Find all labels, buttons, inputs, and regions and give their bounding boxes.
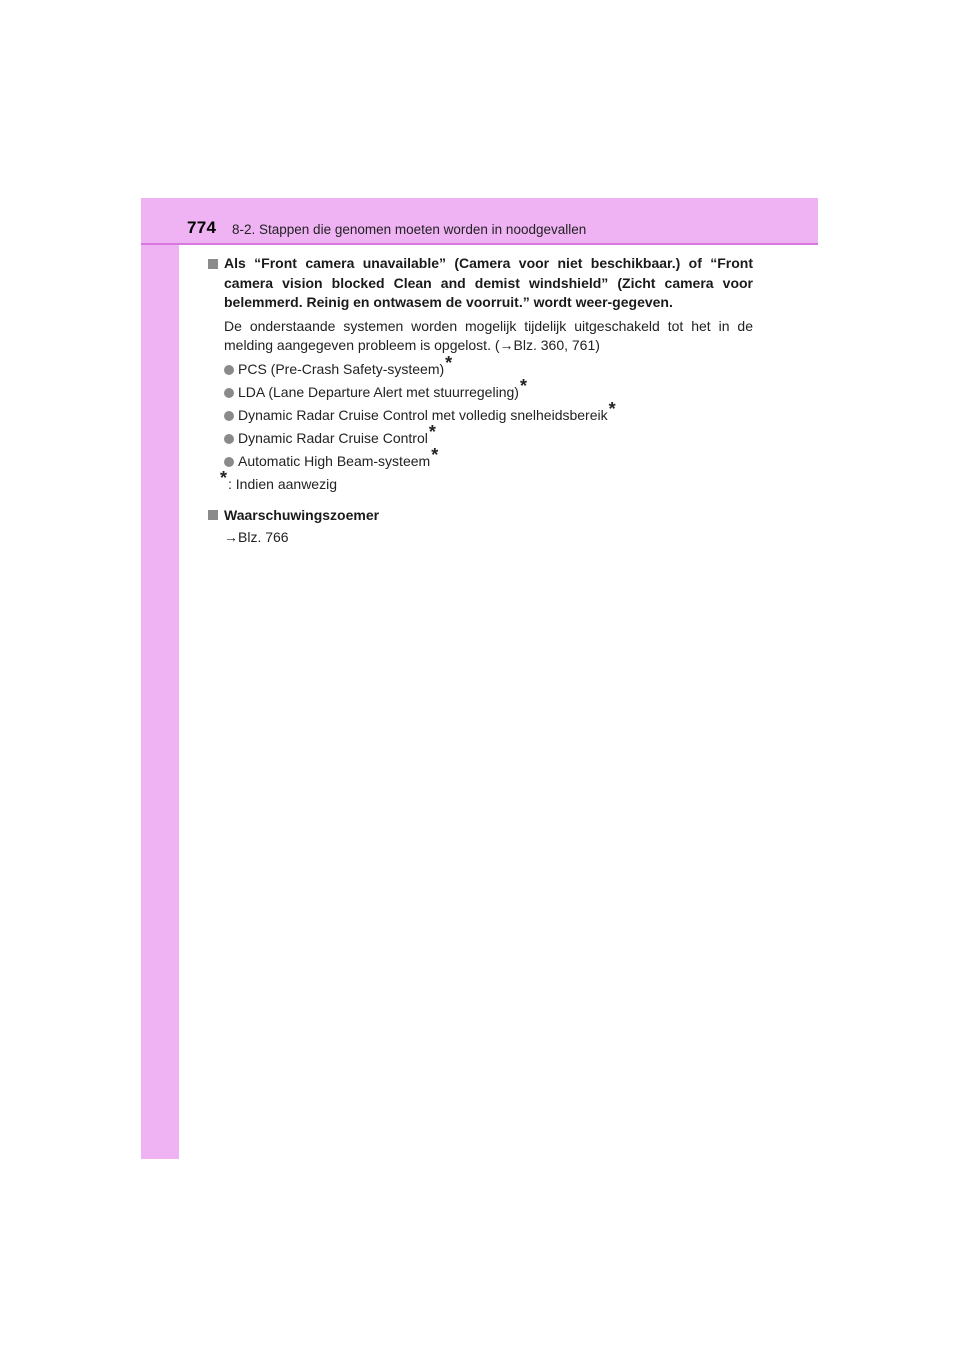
asterisk-mark: *	[431, 444, 439, 465]
asterisk-mark: *	[608, 398, 616, 419]
list-item	[224, 444, 753, 472]
round-bullet-icon	[224, 434, 234, 444]
buzzer-reference	[208, 528, 753, 548]
section-body-paragraph	[208, 317, 753, 356]
arrow-right-icon: →	[499, 337, 514, 353]
list-item	[224, 352, 753, 380]
header-divider	[141, 243, 818, 245]
list-item	[224, 375, 753, 403]
list-item-text: Dynamic Radar Cruise Control	[238, 429, 428, 446]
footnote	[208, 468, 753, 495]
list-item-text: PCS (Pre-Crash Safety-systeem)	[238, 360, 445, 377]
round-bullet-icon	[224, 411, 234, 421]
square-bullet-icon	[208, 510, 218, 520]
arrow-right-icon: →	[224, 529, 238, 545]
body-text: De onderstaande systemen worden mogelijk tijdelijk uitgeschakeld tot het in de melding aangegeven probleem is opgelost. (	[224, 317, 753, 353]
side-tab-band	[141, 198, 179, 1159]
section-heading-text: Als “Front camera unavailable” (Camera voor niet beschikbaar.) of “Front camera vision blocked Clean and demist windshield” (Zicht camera voor belemmerd. Reinig en ontwasem de voorruit.” wordt weer-gegeven.	[224, 255, 753, 310]
asterisk-mark: *	[519, 375, 527, 396]
section-title: 8-2. Stappen die genomen moeten worden in noodgevallen	[232, 222, 587, 237]
round-bullet-icon	[224, 388, 234, 398]
list-item	[224, 398, 753, 426]
list-item-text: LDA (Lane Departure Alert met stuurregeling)	[238, 383, 519, 400]
disabled-systems-list	[208, 352, 753, 472]
list-item	[224, 421, 753, 449]
section-heading-buzzer	[208, 506, 753, 526]
asterisk-mark: *	[445, 352, 453, 373]
page-number: 774	[187, 218, 217, 237]
section-heading-text: Waarschuwingszoemer	[224, 506, 380, 523]
section-heading-camera	[208, 254, 753, 313]
page-content	[208, 254, 753, 548]
list-item-text: Dynamic Radar Cruise Control met volledig snelheidsbereik	[238, 406, 608, 423]
round-bullet-icon	[224, 365, 234, 375]
page-reference: Blz. 360, 761)	[513, 337, 600, 353]
asterisk-mark: *	[220, 468, 228, 488]
asterisk-mark: *	[428, 421, 436, 442]
page-reference: Blz. 766	[238, 529, 289, 545]
list-item-text: Automatic High Beam-systeem	[238, 452, 431, 469]
round-bullet-icon	[224, 457, 234, 467]
square-bullet-icon	[208, 259, 218, 269]
footnote-text: : Indien aanwezig	[228, 476, 337, 492]
